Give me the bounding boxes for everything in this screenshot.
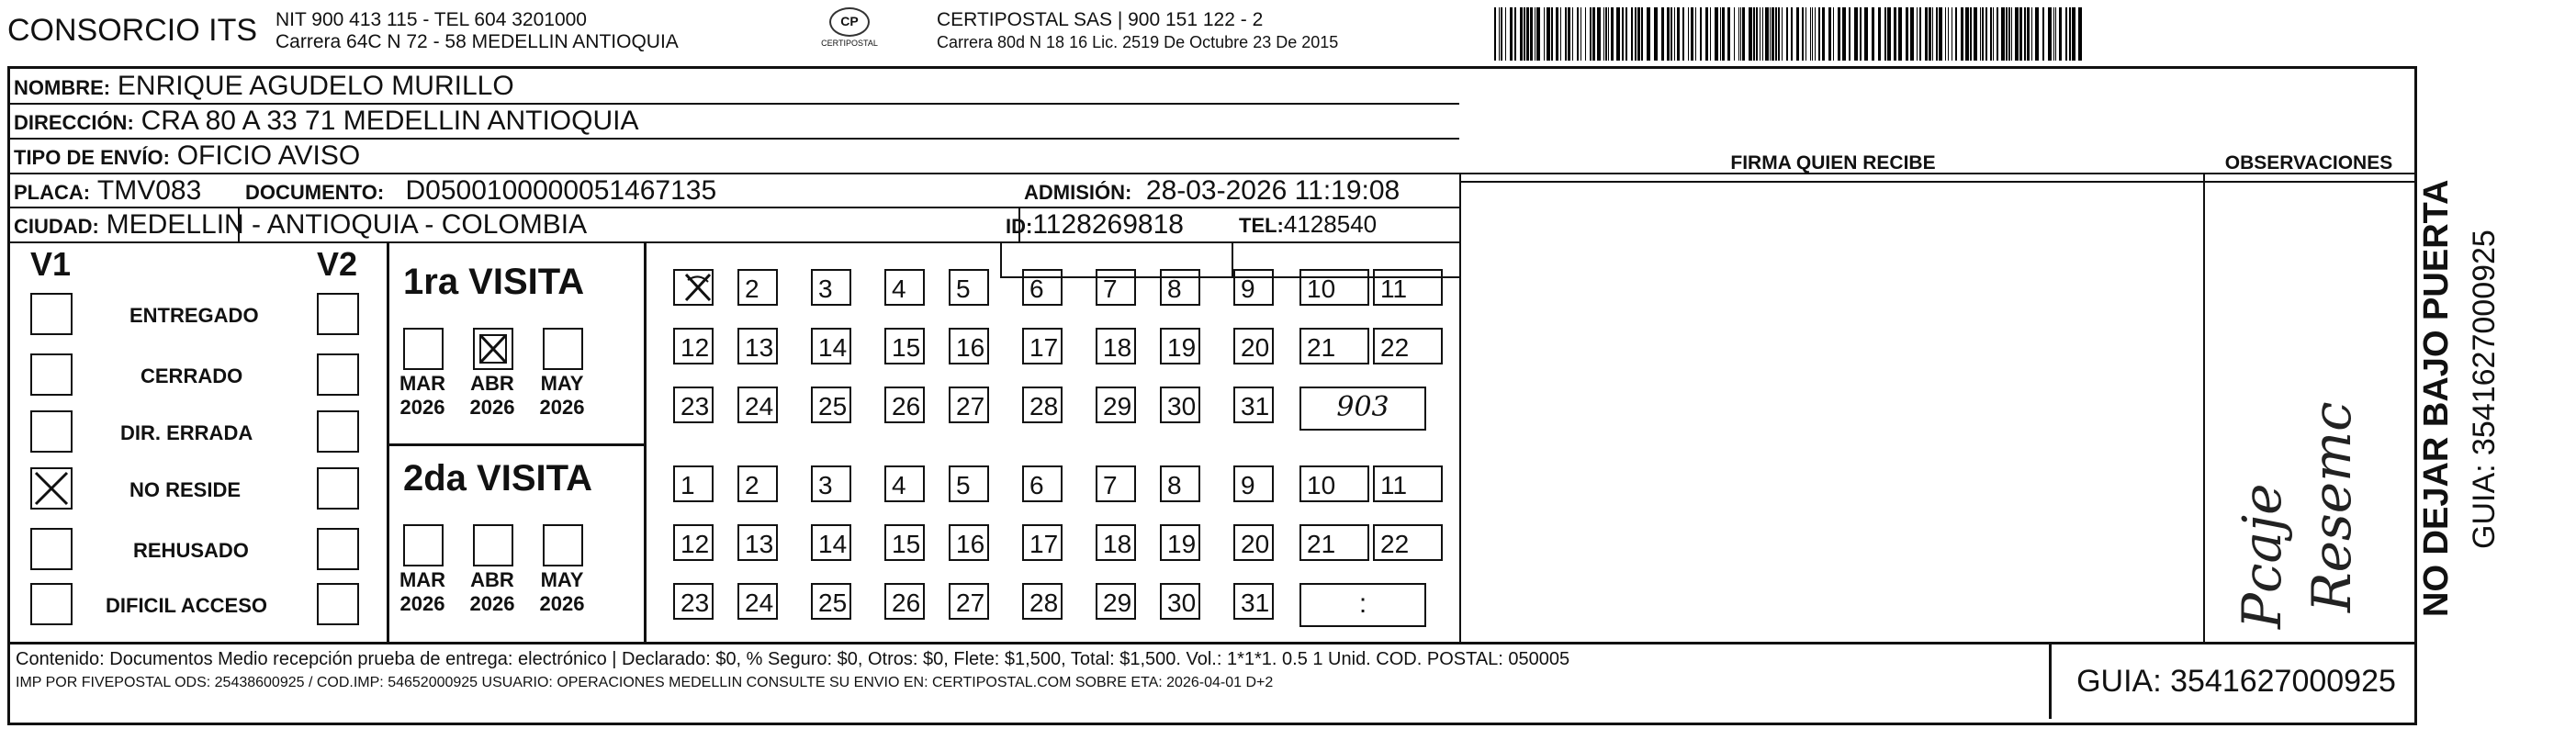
v1-header: V1: [30, 245, 72, 283]
tipo-row: [14, 140, 360, 172]
first-visit-day-1[interactable]: [673, 269, 714, 306]
courier-info: [937, 9, 1338, 53]
first-visit-day-26[interactable]: 26: [884, 387, 925, 423]
second-visit-day-16[interactable]: 16: [949, 524, 989, 561]
status-label: ENTREGADO: [129, 304, 259, 327]
admision-row: [1024, 175, 1400, 207]
month-label: MAY 2026: [539, 372, 585, 419]
month-checkbox-abr[interactable]: [473, 328, 513, 370]
second-visit-day-8[interactable]: 8: [1160, 465, 1200, 502]
nombre-value: ENRIQUE AGUDELO MURILLO: [117, 71, 514, 101]
second-visit-day-9[interactable]: 9: [1233, 465, 1274, 502]
placa-row: [14, 175, 201, 207]
second-visit-day-29[interactable]: 29: [1096, 583, 1136, 620]
direccion-row: [14, 106, 638, 137]
v1-checkbox[interactable]: [30, 293, 73, 335]
status-label: NO RESIDE: [129, 478, 242, 501]
admision-value: 28-03-2026 11:19:08: [1145, 175, 1400, 206]
v2-checkbox[interactable]: [317, 583, 359, 625]
second-visit-day-30[interactable]: 30: [1160, 583, 1200, 620]
second-visit-day-23[interactable]: 23: [673, 583, 714, 620]
documento-value: D0500100000051467135: [405, 175, 717, 206]
first-visit-day-30[interactable]: 30: [1160, 387, 1200, 423]
month-label: MAR 2026: [399, 568, 446, 615]
delivery-form: [7, 66, 2417, 725]
certipostal-logo: [813, 7, 886, 59]
first-visit-day-5[interactable]: 5: [949, 269, 989, 306]
v2-checkbox[interactable]: [317, 528, 359, 570]
placa-label: PLACA:: [14, 181, 91, 204]
firma-header: FIRMA QUIEN RECIBE: [1730, 152, 1936, 174]
logo-text: CERTIPOSTAL: [821, 39, 878, 48]
first-visit-day-9[interactable]: 9: [1233, 269, 1274, 306]
tel-row: [1239, 209, 1377, 239]
second-visit-day-1[interactable]: 1: [673, 465, 714, 502]
first-visit-day-4[interactable]: 4: [884, 269, 925, 306]
first-visit-day-10[interactable]: 10: [1299, 269, 1369, 306]
second-visit-day-13[interactable]: 13: [737, 524, 778, 561]
v2-checkbox[interactable]: [317, 293, 359, 335]
month-checkbox-mar[interactable]: [403, 328, 444, 370]
second-visit-day-3[interactable]: 3: [811, 465, 851, 502]
first-visit-day-28[interactable]: 28: [1022, 387, 1063, 423]
v1-checkbox[interactable]: [30, 528, 73, 570]
second-visit-day-28[interactable]: 28: [1022, 583, 1063, 620]
company-address: Carrera 64C N 72 - 58 MEDELLIN ANTIOQUIA: [276, 31, 679, 52]
second-visit-title: 2da VISITA: [403, 458, 592, 499]
first-visit-day-22[interactable]: 22: [1373, 328, 1443, 364]
first-visit-day-24[interactable]: 24: [737, 387, 778, 423]
company-name: CONSORCIO ITS: [7, 13, 258, 48]
logo-icon: CP: [829, 7, 870, 37]
observaciones-header: OBSERVACIONES: [2224, 152, 2393, 174]
second-visit-day-17[interactable]: 17: [1022, 524, 1063, 561]
v2-header: V2: [317, 245, 358, 283]
first-visit-day-13[interactable]: 13: [737, 328, 778, 364]
first-visit-day-15[interactable]: 15: [884, 328, 925, 364]
first-visit-day-3[interactable]: 3: [811, 269, 851, 306]
ciudad-value: MEDELLIN - ANTIOQUIA - COLOMBIA: [106, 209, 588, 240]
courier-name: CERTIPOSTAL SAS | 900 151 122 - 2: [937, 9, 1264, 30]
first-visit-day-27[interactable]: 27: [949, 387, 989, 423]
first-visit-day-14[interactable]: 14: [811, 328, 851, 364]
second-visit-extra-field[interactable]: :: [1299, 583, 1426, 627]
second-visit-day-2[interactable]: 2: [737, 465, 778, 502]
admision-label: ADMISIÓN:: [1024, 181, 1132, 204]
first-visit-title: 1ra VISITA: [403, 262, 585, 302]
second-visit-day-21[interactable]: 21: [1299, 524, 1369, 561]
v1-checkbox[interactable]: [30, 583, 73, 625]
second-visit-day-22[interactable]: 22: [1373, 524, 1443, 561]
placa-value: TMV083: [96, 175, 202, 206]
ciudad-label: CIUDAD:: [14, 215, 99, 238]
v1-checkbox[interactable]: [30, 353, 73, 396]
month-checkbox-may[interactable]: [543, 328, 583, 370]
documento-row: [245, 175, 716, 207]
observation-handwriting-1: Pcaje: [2231, 483, 2293, 629]
first-visit-day-18[interactable]: 18: [1096, 328, 1136, 364]
second-visit-day-4[interactable]: 4: [884, 465, 925, 502]
first-visit-day-7[interactable]: 7: [1096, 269, 1136, 306]
first-visit-day-21[interactable]: 21: [1299, 328, 1369, 364]
documento-label: DOCUMENTO:: [245, 181, 385, 204]
side-guia: GUIA: 3541627000925: [2467, 230, 2502, 549]
company-info: [276, 9, 679, 53]
month-checkbox-abr[interactable]: [473, 524, 513, 566]
direccion-value: CRA 80 A 33 71 MEDELLIN ANTIOQUIA: [141, 106, 639, 136]
v1-checkbox[interactable]: [30, 410, 73, 453]
first-visit-day-25[interactable]: 25: [811, 387, 851, 423]
check-x-icon: [475, 330, 512, 368]
second-visit-day-6[interactable]: 6: [1022, 465, 1063, 502]
nombre-label: NOMBRE:: [14, 76, 111, 99]
first-visit-day-19[interactable]: 19: [1160, 328, 1200, 364]
first-visit-day-31[interactable]: 31: [1233, 387, 1274, 423]
second-visit-day-12[interactable]: 12: [673, 524, 714, 561]
second-visit-day-20[interactable]: 20: [1233, 524, 1274, 561]
status-label: DIR. ERRADA: [120, 421, 253, 444]
footer-guia: GUIA: 3541627000925: [2049, 644, 2421, 719]
first-visit-day-11[interactable]: 11: [1373, 269, 1443, 306]
second-visit-day-26[interactable]: 26: [884, 583, 925, 620]
v1-checkbox[interactable]: [30, 467, 73, 510]
id-row: [1006, 209, 1184, 241]
month-label: MAY 2026: [539, 568, 585, 615]
first-visit-day-12[interactable]: 12: [673, 328, 714, 364]
direccion-label: DIRECCIÓN:: [14, 111, 134, 134]
second-visit-day-15[interactable]: 15: [884, 524, 925, 561]
courier-address: Carrera 80d N 18 16 Lic. 2519 De Octubre 23 De 2015: [937, 33, 1339, 51]
v2-checkbox[interactable]: [317, 410, 359, 453]
first-visit-day-16[interactable]: 16: [949, 328, 989, 364]
first-visit-day-17[interactable]: 17: [1022, 328, 1063, 364]
second-visit-day-19[interactable]: 19: [1160, 524, 1200, 561]
nombre-row: [14, 71, 514, 102]
second-visit-day-27[interactable]: 27: [949, 583, 989, 620]
v2-checkbox[interactable]: [317, 353, 359, 396]
second-visit-day-5[interactable]: 5: [949, 465, 989, 502]
ciudad-row: [14, 209, 587, 241]
first-visit-day-8[interactable]: 8: [1160, 269, 1200, 306]
status-label: REHUSADO: [133, 539, 249, 562]
month-checkbox-mar[interactable]: [403, 524, 444, 566]
day-cross-mark: [681, 271, 717, 304]
id-label: ID:: [1006, 215, 1033, 238]
second-visit-day-14[interactable]: 14: [811, 524, 851, 561]
first-visit-extra-field[interactable]: 903: [1299, 387, 1426, 431]
status-label: CERRADO: [141, 364, 243, 387]
v2-checkbox[interactable]: [317, 467, 359, 510]
second-visit-day-24[interactable]: 24: [737, 583, 778, 620]
month-label: ABR 2026: [469, 568, 515, 615]
first-visit-day-20[interactable]: 20: [1233, 328, 1274, 364]
no-dejar-bajo-puerta: NO DEJAR BAJO PUERTA: [2417, 179, 2456, 617]
second-visit-day-31[interactable]: 31: [1233, 583, 1274, 620]
footer-imp-line: IMP POR FIVEPOSTAL ODS: 25438600925 / COD.IMP: 54652000925 USUARIO: OPERACIONES MEDELLIN CONSULTE SU ENVIO EN: CERTIPOSTAL.COM SOBRE ETA: 2026-04-01 D+2: [16, 675, 1274, 690]
second-visit-day-11[interactable]: 11: [1373, 465, 1443, 502]
tel-value: 4128540: [1283, 210, 1378, 238]
id-value: 1128269818: [1032, 209, 1184, 240]
status-label: DIFICIL ACCESO: [106, 594, 268, 617]
observation-handwriting-2: Resemc: [2300, 401, 2363, 612]
tel-label: TEL:: [1239, 214, 1284, 237]
first-visit-day-2[interactable]: 2: [737, 269, 778, 306]
footer-content-line: Contenido: Documentos Medio recepción prueba de entrega: electrónico | Declarado: $0, % Seguro: $0, Otros: $0, Flete: $1,500, Total: $1,500. Vol.: 1*1*1. 0.5 1 Unid. COD. POSTAL: 050005: [16, 649, 1570, 669]
first-visit-day-29[interactable]: 29: [1096, 387, 1136, 423]
tipo-value: OFICIO AVISO: [176, 140, 361, 171]
second-visit-day-18[interactable]: 18: [1096, 524, 1136, 561]
barcode: [1492, 7, 2085, 61]
check-x-icon: [32, 469, 71, 508]
second-visit-day-25[interactable]: 25: [811, 583, 851, 620]
first-visit-day-23[interactable]: 23: [673, 387, 714, 423]
first-visit-day-6[interactable]: 6: [1022, 269, 1063, 306]
month-label: ABR 2026: [469, 372, 515, 419]
month-checkbox-may[interactable]: [543, 524, 583, 566]
company-nit: NIT 900 413 115 - TEL 604 3201000: [276, 9, 587, 30]
tipo-label: TIPO DE ENVÍO:: [14, 146, 170, 169]
second-visit-day-7[interactable]: 7: [1096, 465, 1136, 502]
second-visit-day-10[interactable]: 10: [1299, 465, 1369, 502]
month-label: MAR 2026: [399, 372, 446, 419]
